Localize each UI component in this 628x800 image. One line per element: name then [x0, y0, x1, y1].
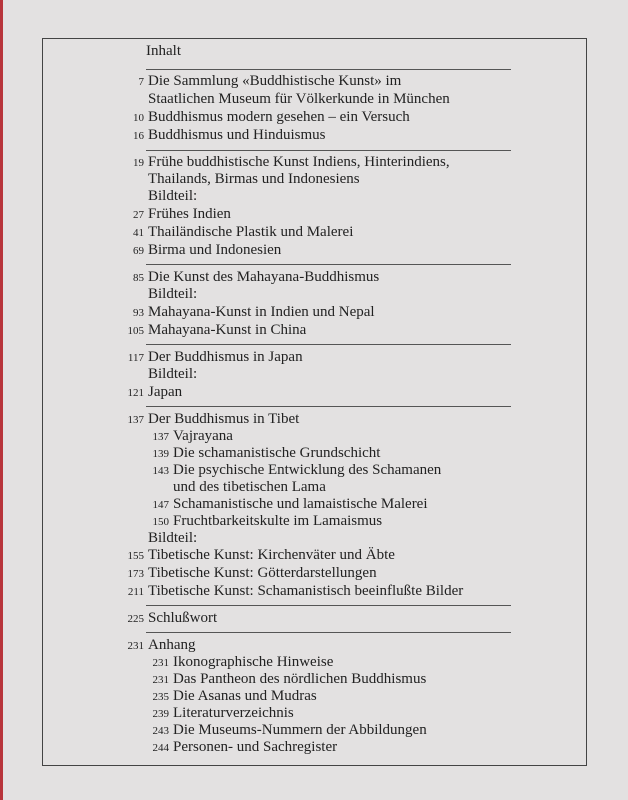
toc-entry-title: Der Buddhismus in Japan	[148, 349, 303, 365]
toc-entry	[0, 108, 628, 126]
toc-entry-title: Die Asanas und Mudras	[173, 688, 317, 704]
toc-page-number: 231	[152, 657, 169, 669]
toc-entry-title: Die Kunst des Mahayana-Buddhismus	[148, 269, 380, 285]
toc-entry	[0, 721, 628, 739]
toc-page-number: 139	[152, 448, 169, 460]
toc-entry-title: Tibetische Kunst: Schamanistisch beeinflußte Bilder	[148, 583, 464, 599]
toc-entry-title: Ikonographische Hinweise	[173, 654, 334, 670]
toc-entry-title: Buddhismus und Hinduismus	[148, 127, 326, 143]
toc-entry	[0, 670, 628, 688]
toc-entry-title: Tibetische Kunst: Götterdarstellungen	[148, 565, 377, 581]
toc-entry-title: Die psychische Entwicklung des Schamanen	[173, 462, 442, 478]
toc-entry-title: Personen- und Sachregister	[173, 739, 338, 755]
toc-page-number: 150	[152, 516, 169, 528]
toc-entry	[0, 738, 628, 756]
toc-entry	[0, 461, 628, 479]
toc-entry-title: Das Pantheon des nördlichen Buddhismus	[173, 671, 427, 687]
toc-entry-title: und des tibetischen Lama	[173, 479, 326, 495]
section-divider	[146, 264, 511, 265]
toc-page-number: 244	[152, 742, 169, 754]
toc-page-number: 239	[152, 708, 169, 720]
toc-page-number: 173	[127, 568, 144, 580]
toc-entry	[0, 636, 628, 654]
toc-entry-title: Literaturverzeichnis	[173, 705, 294, 721]
toc-page-number: 105	[127, 325, 144, 337]
toc-page-number: 225	[127, 613, 144, 625]
toc-page-number: 243	[152, 725, 169, 737]
toc-entry	[0, 564, 628, 582]
toc-entry-title: Schamanistische und lamaistische Malerei	[173, 496, 428, 512]
toc-entry-title: Fruchtbarkeitskulte im Lamaismus	[173, 513, 383, 529]
toc-entry-title: Die Sammlung «Buddhistische Kunst» im	[148, 73, 402, 89]
toc-entry	[0, 704, 628, 722]
toc-page-number: 27	[133, 209, 144, 221]
toc-page-number: 231	[127, 640, 144, 652]
toc-page-number: 121	[127, 387, 144, 399]
toc-page-number: 10	[133, 112, 144, 124]
toc-entry	[0, 223, 628, 241]
toc-page-number: 16	[133, 130, 144, 142]
toc-entry	[0, 153, 628, 171]
toc-entry-title: Die schamanistische Grundschicht	[173, 445, 381, 461]
toc-entry	[0, 72, 628, 90]
toc-entry	[0, 687, 628, 705]
toc-entry-title: Bildteil:	[148, 366, 198, 382]
toc-page-number: 41	[133, 227, 144, 239]
toc-page-number: 69	[133, 245, 144, 257]
toc-entry	[0, 187, 628, 205]
toc-entry	[0, 205, 628, 223]
toc-page-number: 235	[152, 691, 169, 703]
section-divider	[146, 150, 511, 151]
toc-entry-title: Buddhismus modern gesehen – ein Versuch	[148, 109, 410, 125]
toc-page-number: 137	[152, 431, 169, 443]
section-divider	[146, 69, 511, 70]
toc-entry	[0, 609, 628, 627]
toc-page-number: 19	[133, 157, 144, 169]
toc-entry-title: Bildteil:	[148, 530, 198, 546]
toc-entry	[0, 268, 628, 286]
toc-entry	[0, 546, 628, 564]
toc-page-number: 155	[127, 550, 144, 562]
toc-entry-title: Thailändische Plastik und Malerei	[148, 224, 354, 240]
toc-entry	[0, 321, 628, 339]
toc-page-number: 211	[127, 586, 144, 598]
toc-page-number: 85	[133, 272, 144, 284]
toc-page-number: 137	[127, 414, 144, 426]
toc-entry	[0, 170, 628, 188]
toc-entry	[0, 126, 628, 144]
section-divider	[146, 406, 511, 407]
toc-entry-title: Frühes Indien	[148, 206, 231, 222]
toc-entry-title: Staatlichen Museum für Völkerkunde in München	[148, 91, 450, 107]
toc-entry	[0, 285, 628, 303]
toc-entry-title: Frühe buddhistische Kunst Indiens, Hinterindiens,	[148, 154, 450, 170]
toc-entry	[0, 427, 628, 445]
toc-entry	[0, 90, 628, 108]
toc-entry-title: Anhang	[148, 637, 196, 653]
toc-entry	[0, 241, 628, 259]
toc-entry-title: Vajrayana	[173, 428, 233, 444]
section-divider	[146, 344, 511, 345]
toc-entry	[0, 512, 628, 530]
toc-entry	[0, 478, 628, 496]
toc-page-number: 147	[152, 499, 169, 511]
toc-entry	[0, 495, 628, 513]
toc-entry	[0, 529, 628, 547]
toc-page-number: 7	[138, 76, 144, 88]
toc-entry-title: Mahayana-Kunst in China	[148, 322, 307, 338]
toc-entry	[0, 365, 628, 383]
toc-entry	[0, 444, 628, 462]
page-title: Inhalt	[146, 43, 181, 59]
toc-entry-title: Bildteil:	[148, 286, 198, 302]
toc-entry-title: Bildteil:	[148, 188, 198, 204]
section-divider	[146, 605, 511, 606]
toc-page-number: 93	[133, 307, 144, 319]
toc-entry	[0, 410, 628, 428]
toc-page-number: 117	[127, 352, 144, 364]
toc-page-number: 143	[152, 465, 169, 477]
toc-entry-title: Thailands, Birmas und Indonesiens	[148, 171, 360, 187]
section-divider	[146, 632, 511, 633]
toc-entry-title: Schlußwort	[148, 610, 218, 626]
toc-entry-title: Birma und Indonesien	[148, 242, 282, 258]
toc-entry	[0, 582, 628, 600]
toc-entry-title: Japan	[148, 384, 183, 400]
toc-entry	[0, 653, 628, 671]
toc-entry-title: Mahayana-Kunst in Indien und Nepal	[148, 304, 375, 320]
toc-entry	[0, 383, 628, 401]
toc-entry	[0, 303, 628, 321]
toc-entry-title: Die Museums-Nummern der Abbildungen	[173, 722, 427, 738]
toc-entry-title: Tibetische Kunst: Kirchenväter und Äbte	[148, 547, 395, 563]
toc-page-number: 231	[152, 674, 169, 686]
toc-entry-title: Der Buddhismus in Tibet	[148, 411, 300, 427]
toc-entry	[0, 348, 628, 366]
